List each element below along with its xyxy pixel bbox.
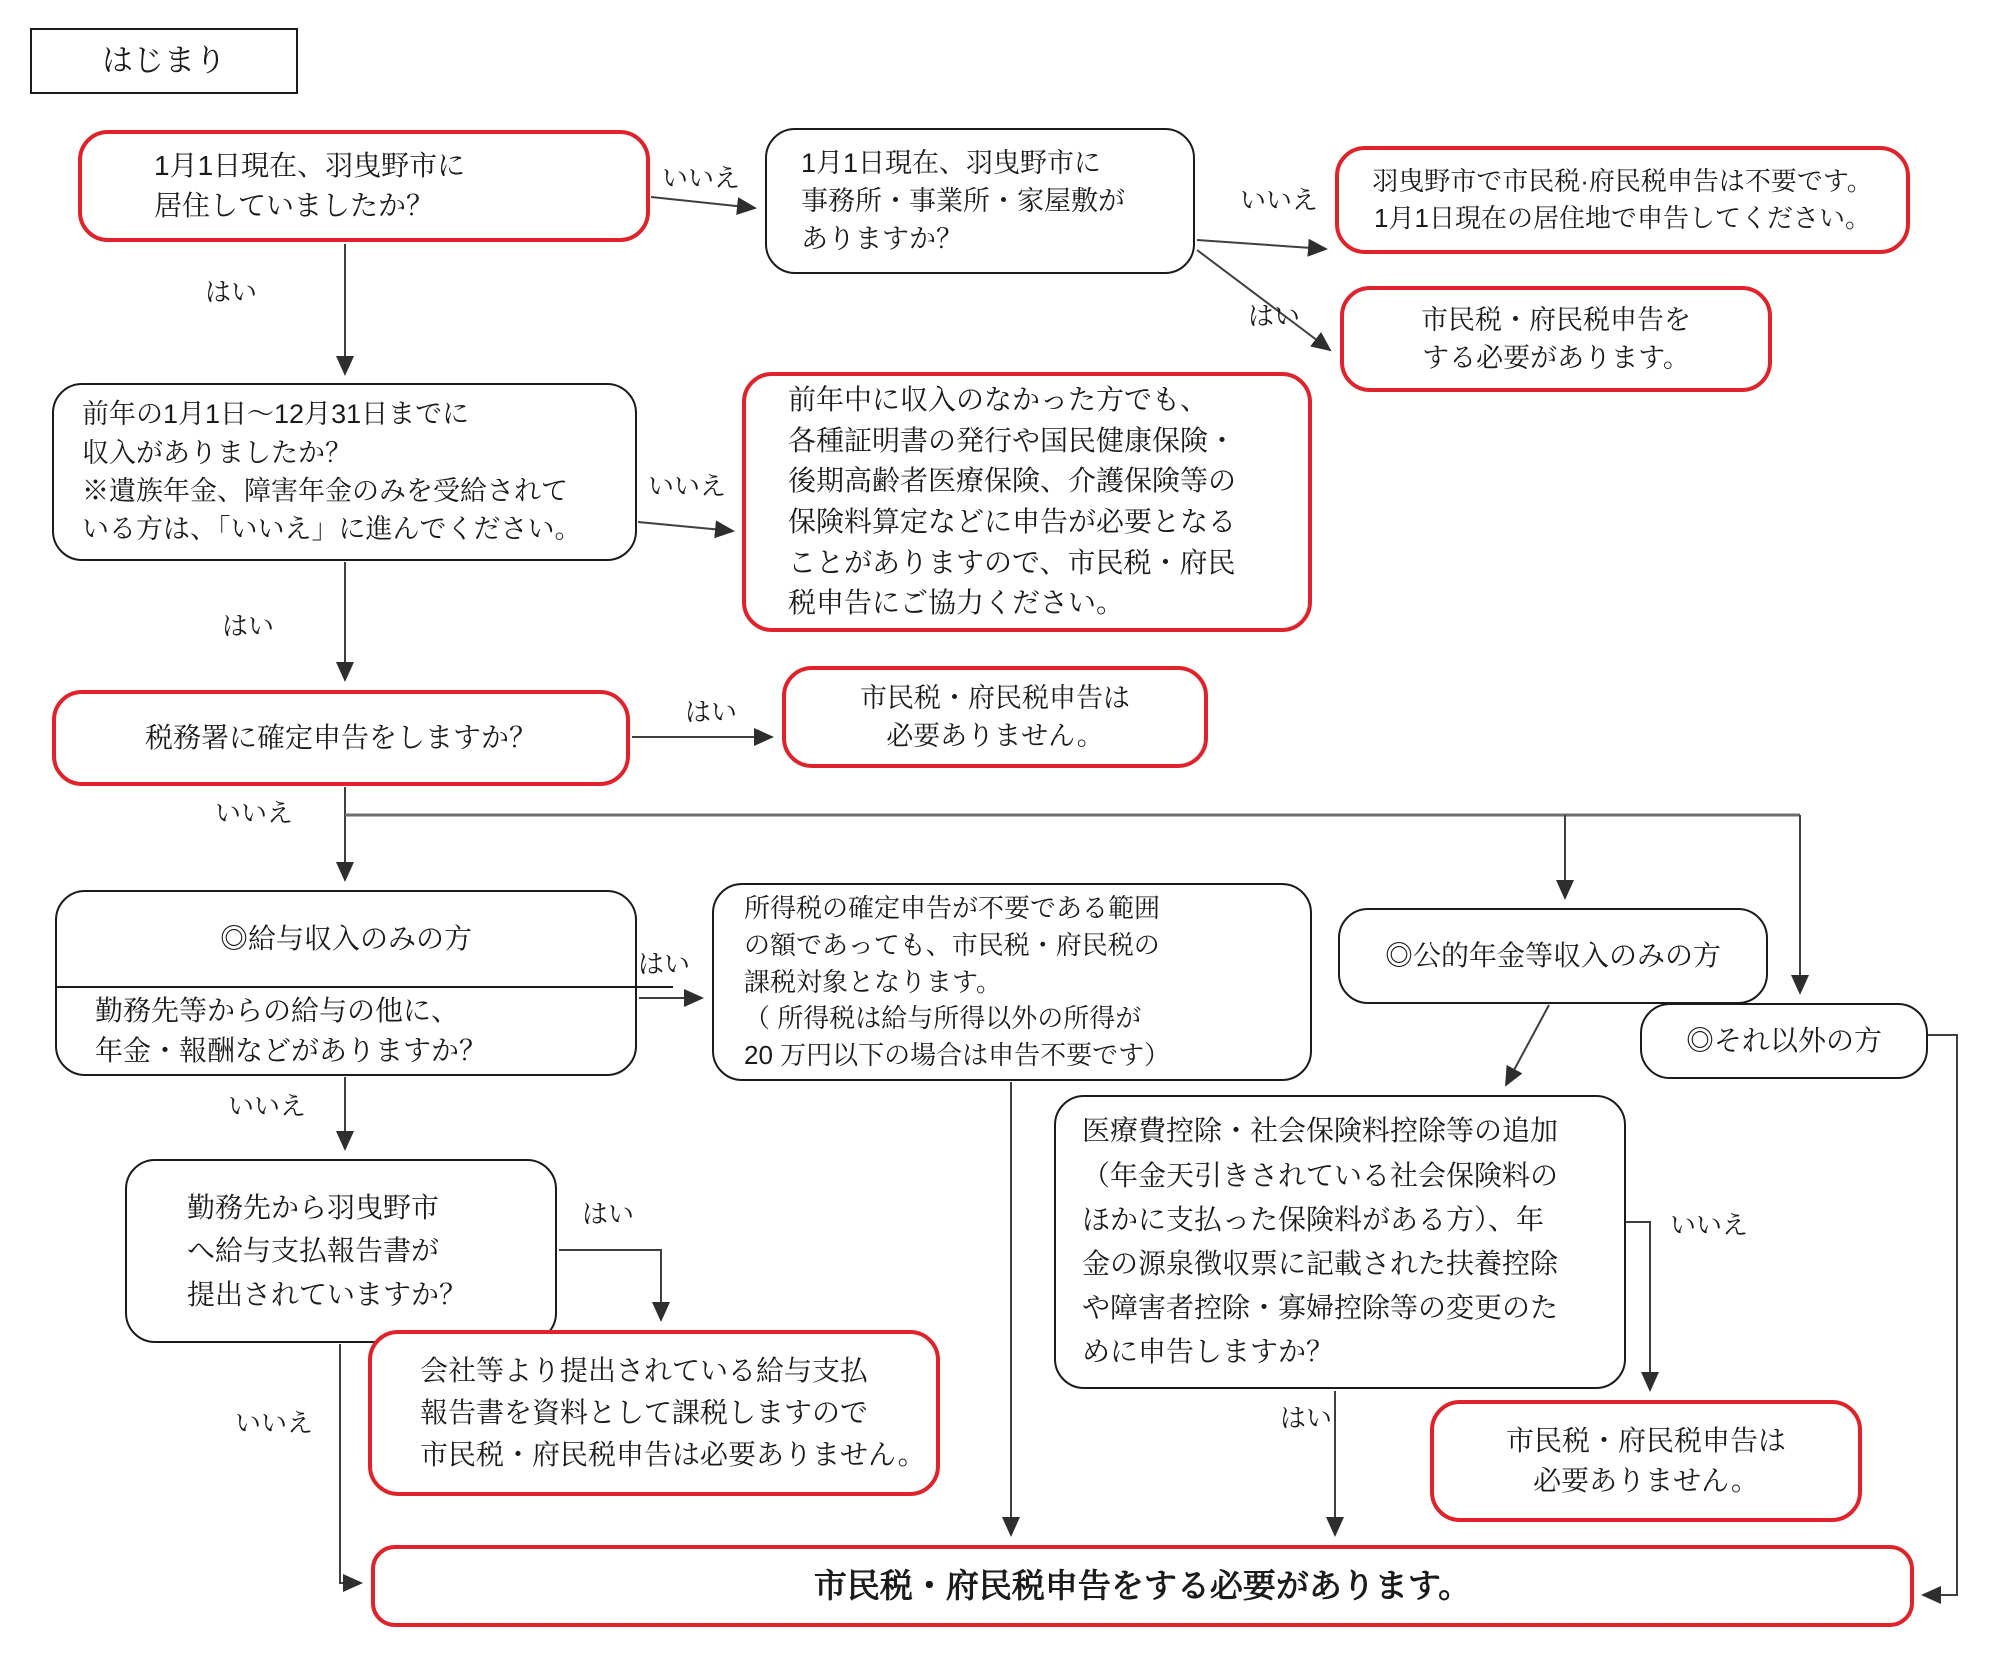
result-payroll-based-box: 会社等より提出されている給与支払 報告書を資料として課税しますので 市民税・府民税申告は必要ありません。 [368, 1330, 940, 1496]
result-not-needed-pension-box: 市民税・府民税申告は 必要ありません。 [1430, 1400, 1862, 1522]
question-salary-box [55, 890, 637, 1076]
info-no-income-box: 前年中に収入のなかった方でも、 各種証明書の発行や国民健康保険・ 後期高齢者医療保険、介護保険等の 保険料算定などに申告が必要となる ことがありますので、市民税・府民 税申告にご協力ください。 [742, 372, 1312, 632]
label-payroll-no: いいえ [235, 1408, 314, 1438]
result-not-needed-mid-box: 市民税・府民税申告は 必要ありません。 [782, 666, 1208, 768]
edge-pension-to-deduction [1506, 1005, 1549, 1085]
label-deduction-no: いいえ [1670, 1210, 1749, 1240]
edge-payroll-yes [559, 1250, 661, 1320]
label-salary-yes: はい [638, 949, 691, 979]
label-taxreturn-no: いいえ [215, 798, 294, 828]
result-needed-top-box: 市民税・府民税申告を する必要があります。 [1340, 286, 1772, 392]
label-resident-no: いいえ [662, 163, 741, 193]
label-salary-no: いいえ [228, 1091, 307, 1121]
label-taxreturn-yes: はい [685, 697, 738, 727]
question-resident-box: 1月1日現在、羽曳野市に 居住していましたか？ [78, 130, 650, 242]
start-label: はじまり [102, 42, 226, 78]
label-payroll-yes: はい [582, 1199, 635, 1229]
label-income-no: いいえ [648, 471, 727, 501]
question-tax-return-box: 税務署に確定申告をしますか？ [52, 690, 630, 786]
final-needed-box: 市民税・府民税申告をする必要があります。 [371, 1545, 1914, 1627]
edge-other-to-final [1923, 1035, 1957, 1595]
label-deduction-yes: はい [1280, 1403, 1333, 1433]
salary-box-body: 勤務先等からの給与の他に、 年金・報酬などがありますか？ [57, 986, 673, 1074]
label-office-no: いいえ [1240, 185, 1319, 215]
result-other-city-box: 羽曳野市で市民税·府民税申告は不要です。 1月1日現在の居住地で申告してください。 [1335, 146, 1910, 254]
question-pension-deduction-box: 医療費控除・社会保険料控除等の追加 （年金天引きされている社会保険料の ほかに支払った保険料がある方）、年 金の源泉徴収票に記載された扶養控除 や障害者控除・寡婦控除等の変更のた めに申告しますか？ [1054, 1095, 1626, 1389]
category-other-box: ◎それ以外の方 [1640, 1003, 1928, 1079]
edge-deduction-no [1626, 1222, 1650, 1390]
label-office-yes: はい [1248, 301, 1301, 331]
edge-resident-no [651, 197, 755, 208]
info-taxable-box: 所得税の確定申告が不要である範囲 の額であっても、市民税・府民税の 課税対象となります。 （ 所得税は給与所得以外の所得が 20 万円以下の場合は申告不要です） [712, 883, 1312, 1081]
category-pension-box: ◎公的年金等収入のみの方 [1338, 908, 1768, 1004]
label-resident-yes: はい [205, 277, 258, 307]
question-office-box: 1月1日現在、羽曳野市に 事務所・事業所・家屋敷が ありますか？ [765, 128, 1195, 274]
question-income-box: 前年の1月1日～12月31日までに 収入がありましたか？ ※遺族年金、障害年金のみを受給されて いる方は、「いいえ」に進んでください。 [52, 383, 637, 561]
question-payroll-report-box: 勤務先から羽曳野市 へ給与支払報告書が 提出されていますか？ [125, 1159, 557, 1343]
edge-income-no [638, 522, 733, 531]
edge-office-no [1197, 240, 1326, 249]
start-box [30, 28, 298, 94]
salary-box-header: ◎給与収入のみの方 [219, 923, 472, 955]
label-income-yes: はい [222, 611, 275, 641]
edge-payroll-no-to-final [340, 1344, 361, 1583]
